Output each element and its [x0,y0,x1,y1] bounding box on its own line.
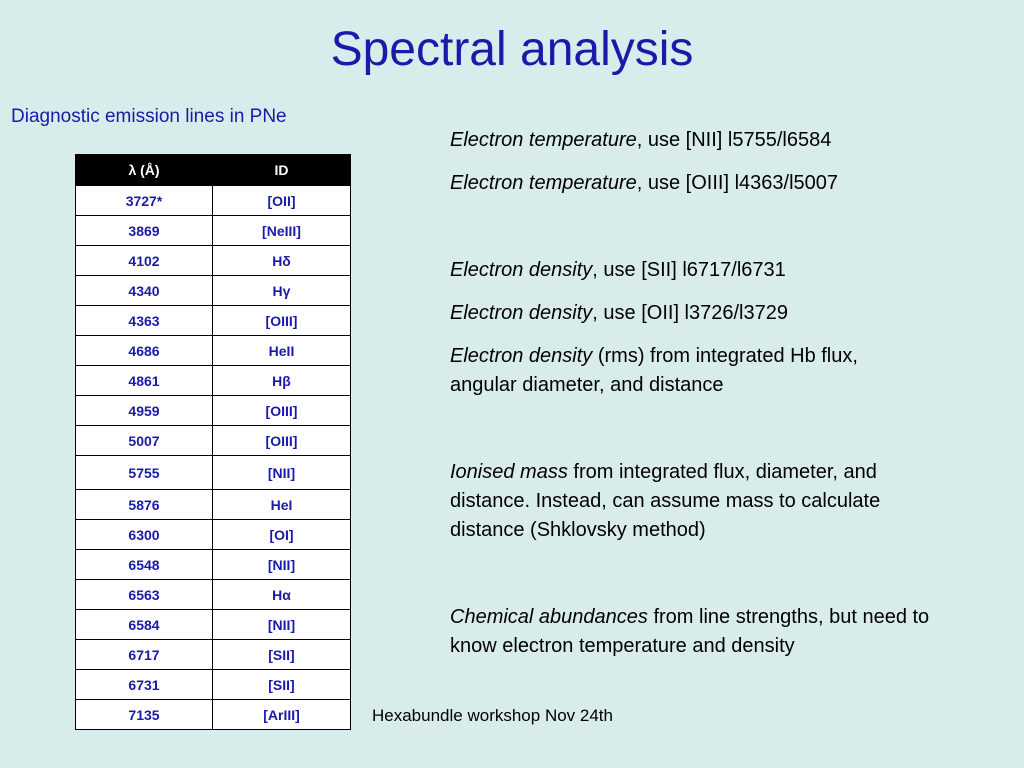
table-row [76,670,351,700]
footer-text: Hexabundle workshop Nov 24th [372,706,613,725]
note-text: from line strengths, but need to know electron temperature and density [450,606,930,657]
table-row [76,216,351,246]
note-text: (rms) from integrated Hb flux, angular diameter, and distance [450,345,858,396]
note-ionised-mass [450,458,930,545]
note-electron-temperature-nii [450,126,950,155]
note-term: Ionised mass [450,461,568,483]
id-cell: Hγ [213,276,351,306]
slide-subtitle: Diagnostic emission lines in PNe [11,106,287,127]
wavelength-cell: 5007 [76,426,213,456]
wavelength-cell: 3869 [76,216,213,246]
note-term: Electron density [450,302,593,324]
id-cell: [OIII] [213,396,351,426]
note-text: , use [OIII] l4363/l5007 [636,172,839,194]
id-cell: [NII] [213,550,351,580]
id-cell: HeI [213,490,351,520]
note-electron-density-sii [450,256,950,285]
table-row [76,490,351,520]
note-electron-density-rms [450,342,910,400]
note-chemical-abundances [450,603,930,661]
wavelength-cell: 4102 [76,246,213,276]
wavelength-cell: 6717 [76,640,213,670]
note-text: , use [SII] l6717/l6731 [592,259,786,281]
wavelength-cell: 3727* [76,186,213,216]
wavelength-cell: 4686 [76,336,213,366]
table-row [76,426,351,456]
wavelength-cell: 6548 [76,550,213,580]
id-cell: [OI] [213,520,351,550]
table-row [76,580,351,610]
id-cell: [NeIII] [213,216,351,246]
wavelength-cell: 4363 [76,306,213,336]
table-row [76,336,351,366]
note-term: Electron density [450,345,593,367]
id-cell: [OII] [213,186,351,216]
id-cell: Hα [213,580,351,610]
table-row [76,456,351,490]
emission-lines-table [75,154,351,730]
note-electron-temperature-oiii [450,169,950,198]
id-cell: Hβ [213,366,351,396]
wavelength-cell: 5876 [76,490,213,520]
id-cell: [SII] [213,640,351,670]
table-row [76,700,351,730]
note-term: Chemical abundances [450,606,648,628]
id-cell: [NII] [213,610,351,640]
table-row [76,186,351,216]
note-text: , use [NII] l5755/l6584 [636,129,832,151]
id-header: ID [213,155,351,186]
diagnostics-notes [450,126,950,661]
table-row [76,520,351,550]
table-row [76,246,351,276]
table-row [76,640,351,670]
table-row [76,306,351,336]
wavelength-cell: 4959 [76,396,213,426]
table-row [76,610,351,640]
table-row [76,550,351,580]
wavelength-cell: 6300 [76,520,213,550]
slide-title: Spectral analysis [330,23,694,76]
wavelength-header: λ (Å) [76,155,213,186]
id-cell: [ArIII] [213,700,351,730]
wavelength-cell: 6563 [76,580,213,610]
wavelength-cell: 6584 [76,610,213,640]
table-row [76,396,351,426]
table-header-row [76,155,351,186]
table-row [76,276,351,306]
note-term: Electron density [450,259,593,281]
note-text: , use [OII] l3726/l3729 [592,302,788,324]
note-term: Electron temperature [450,172,637,194]
wavelength-cell: 4861 [76,366,213,396]
wavelength-cell: 7135 [76,700,213,730]
wavelength-cell: 4340 [76,276,213,306]
id-cell: Hδ [213,246,351,276]
wavelength-cell: 5755 [76,456,213,490]
note-text: from integrated flux, diameter, and distance. Instead, can assume mass to calculate distance (Shklovsky method) [450,461,881,541]
wavelength-cell: 6731 [76,670,213,700]
note-electron-density-oii [450,299,950,328]
id-cell: [OIII] [213,426,351,456]
table-row [76,366,351,396]
id-cell: [SII] [213,670,351,700]
id-cell: HeII [213,336,351,366]
note-term: Electron temperature [450,129,637,151]
id-cell: [NII] [213,456,351,490]
id-cell: [OIII] [213,306,351,336]
